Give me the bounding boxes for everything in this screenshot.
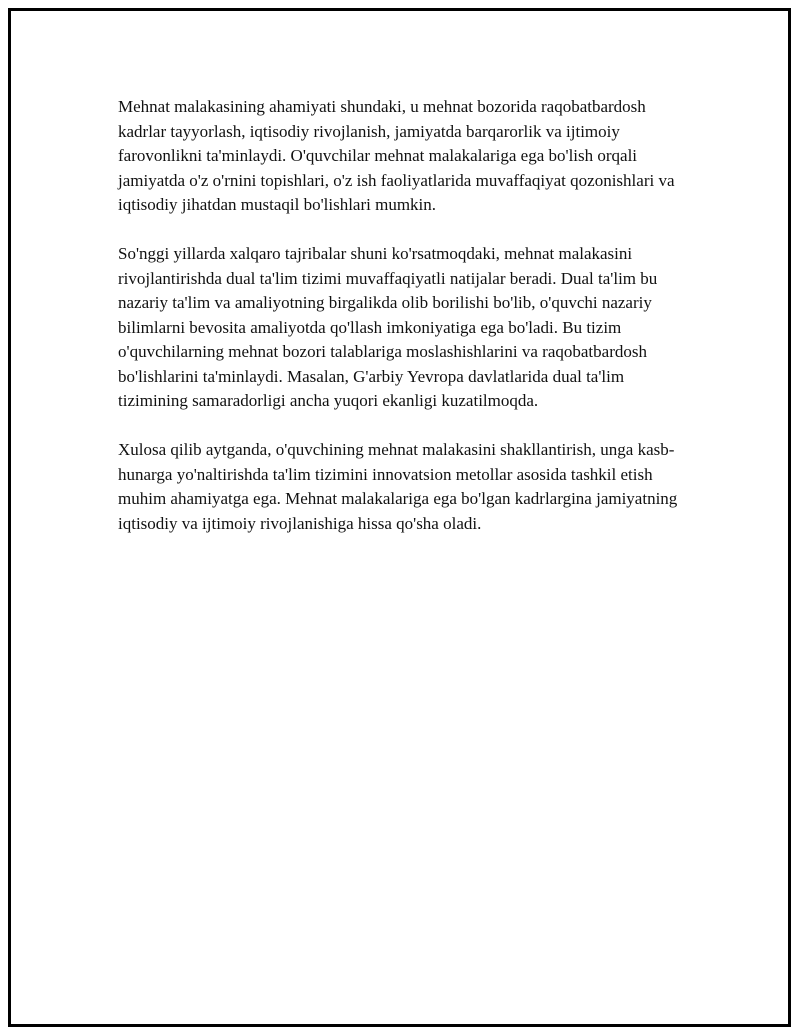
document-body (118, 95, 693, 561)
paragraph-3: Xulosa qilib aytganda, o'quvchining mehnat malakasini shakllantirish, unga kasb-hunarga yo'naltirishda ta'lim tizimini innovatsion metollar asosida tashkil etish muhim ahamiyatga ega. Mehnat malakalariga ega bo'lgan kadrlargina jamiyatning iqtisodiy va ijtimoiy rivojlanishiga hissa qo'sha oladi. (118, 440, 678, 533)
paragraph-1: Mehnat malakasining ahamiyati shundaki, u mehnat bozorida raqobatbardosh kadrlar tayyorlash, iqtisodiy rivojlanish, jamiyatda barqarorlik va ijtimoiy farovonlikni ta'minlaydi. O'quvchilar mehnat malakalariga ega bo'lish orqali jamiyatda o'z o'rnini topishlari, o'z ish faoliyatlarida muvaffaqiyat qozonishlari va iqtisodiy jihatdan mustaqil bo'lishlari mumkin. (118, 97, 675, 214)
paragraph-2: So'nggi yillarda xalqaro tajribalar shuni ko'rsatmoqdaki, mehnat malakasini rivojlantirishda dual ta'lim tizimi muvaffaqiyatli natijalar beradi. Dual ta'lim bu nazariy ta'lim va amaliyotning birgalikda olib borilishi bo'lib, o'quvchi nazariy bilimlarni bevosita amaliyotda qo'llash imkoniyatiga ega bo'ladi. Bu tizim o'quvchilarning mehnat bozori talablariga moslashishlarini va raqobatbardosh bo'lishlarini ta'minlaydi. Masalan, G'arbiy Yevropa davlatlarida dual ta'lim tizimining samaradorligi ancha yuqori ekanligi kuzatilmoqda. (118, 244, 658, 410)
page-border (8, 8, 791, 1027)
